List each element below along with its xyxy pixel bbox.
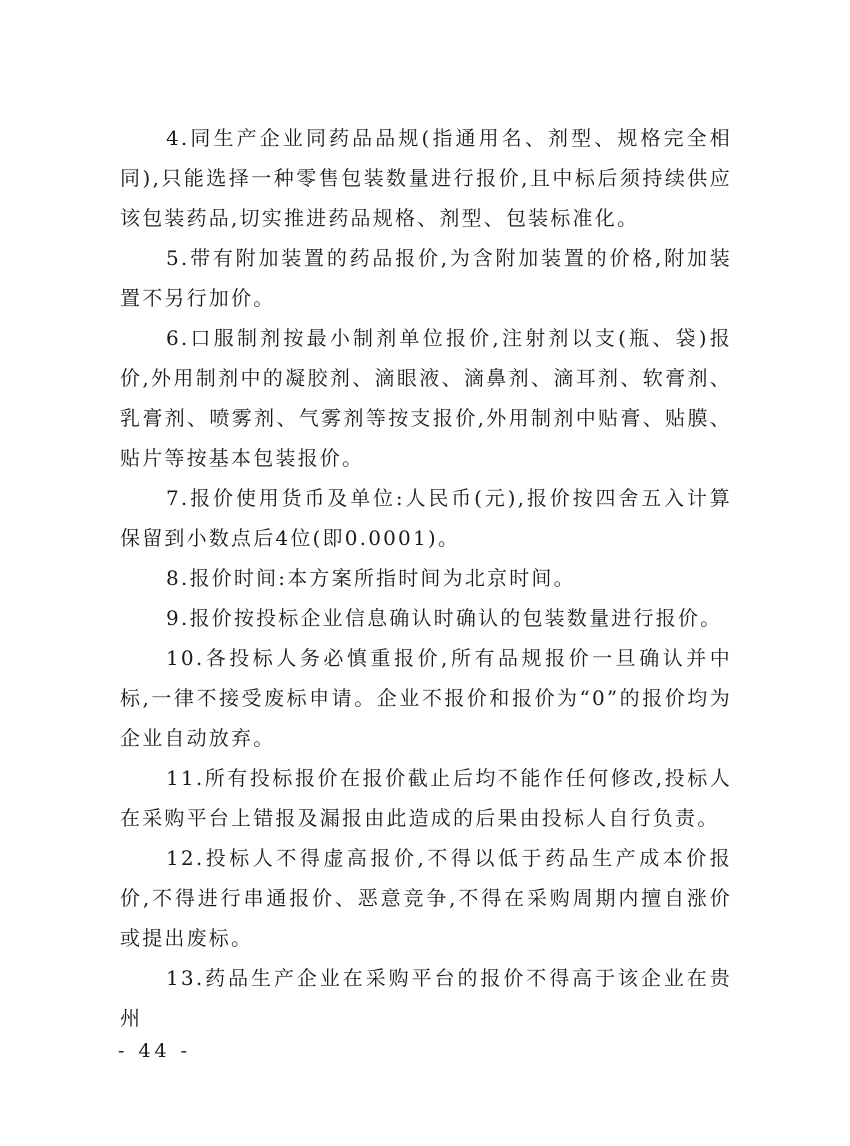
paragraph-item-6: 6.口服制剂按最小制剂单位报价,注射剂以支(瓶、袋)报价,外用制剂中的凝胶剂、滴眼液、滴鼻剂、滴耳剂、软膏剂、乳膏剂、喷雾剂、气雾剂等按支报价,外用制剂中贴膏、贴膜、贴片等按基本包装报价。	[120, 326, 732, 470]
paragraph-item-10: 10.各投标人务必慎重报价,所有品规报价一旦确认并中标,一律不接受废标申请。企业不报价和报价为“0”的报价均为企业自动放弃。	[120, 646, 732, 750]
paragraph-item-9: 9.报价按投标企业信息确认时确认的包装数量进行报价。	[166, 606, 723, 630]
paragraph-item-7: 7.报价使用货币及单位:人民币(元),报价按四舍五入计算保留到小数点后4位(即0.0001)。	[120, 486, 732, 550]
paragraph-item-12: 12.投标人不得虚高报价,不得以低于药品生产成本价报价,不得进行串通报价、恶意竞争,不得在采购周期内擅自涨价或提出废标。	[120, 846, 732, 950]
paragraph-item-4: 4.同生产企业同药品品规(指通用名、剂型、规格完全相同),只能选择一种零售包装数量进行报价,且中标后须持续供应该包装药品,切实推进药品规格、剂型、包装标准化。	[120, 126, 732, 230]
document-body	[120, 118, 732, 1038]
paragraph-item-13: 13.药品生产企业在采购平台的报价不得高于该企业在贵州	[120, 966, 732, 1030]
paragraph-item-8: 8.报价时间:本方案所指时间为北京时间。	[166, 566, 576, 590]
page-number: - 44 -	[118, 1040, 192, 1062]
paragraph-item-5: 5.带有附加装置的药品报价,为含附加装置的价格,附加装置不另行加价。	[120, 246, 732, 310]
paragraph-item-11: 11.所有投标报价在报价截止后均不能作任何修改,投标人在采购平台上错报及漏报由此造成的后果由投标人自行负责。	[120, 766, 732, 830]
